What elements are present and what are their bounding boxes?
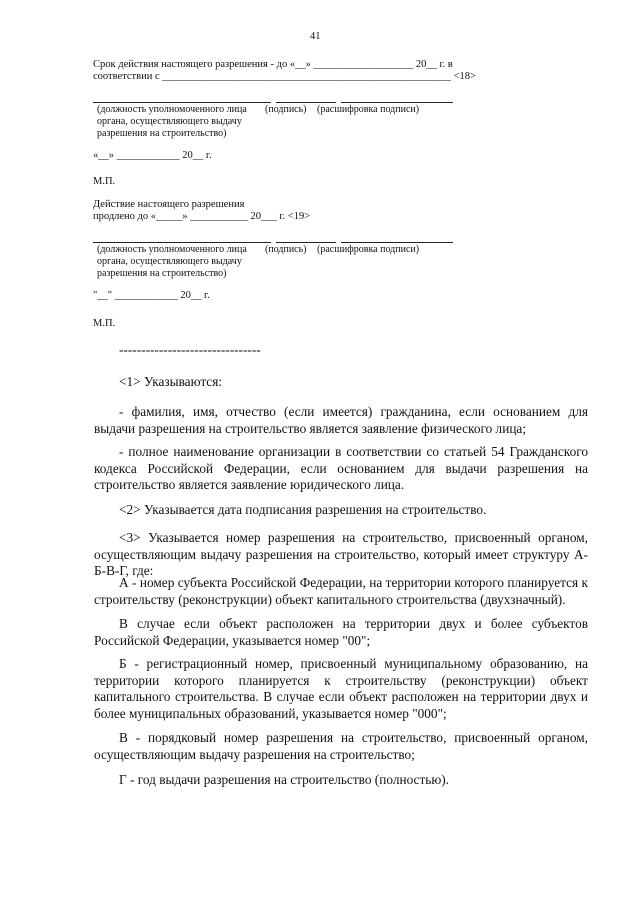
signature2-date-line: "__" ____________ 20__ г. [93,290,210,301]
signature2-position-caption-1: (должность уполномоченного лица [97,244,247,255]
footnote-3-item-a-note: В случае если объект расположен на территории двух и более субъектов Российской Федерации, указывается номер "00"; [94,616,588,648]
signature2-position-caption-3: разрешения на строительство) [97,268,227,279]
signature2-decoding-caption: (расшифровка подписи) [317,244,420,255]
signature1-position-caption-2: органа, осуществляющего выдачу [97,116,242,127]
extension-line-1: Действие настоящего разрешения [93,199,245,210]
footnote-1-item-a: - фамилия, имя, отчество (если имеется) гражданина, если основанием для выдачи разрешения на строительство является заявление физического лица; [94,404,588,436]
extension-line-2: продлено до «_____» ___________ 20___ г. <19> [93,211,311,222]
footnote-separator: -------------------------------- [119,342,261,357]
signature2-sign-caption: (подпись) [265,244,307,255]
footnote-1-title: <1> Указываются: [119,374,223,389]
signature1-position-line [93,102,271,103]
page-number: 41 [310,31,321,42]
footnote-3-item-a: А - номер субъекта Российской Федерации, на территории которого планируется к строительству (реконструкции) объект капитального строительства (двухзначный). [94,575,588,607]
footnote-3: <3> Указывается номер разрешения на строительство, присвоенный органом, осуществляющим выдачу разрешения на строительство, который имеет структуру А-Б-В-Г, где: [94,530,588,578]
signature2-position-line [93,242,271,243]
signature1-sign-caption: (подпись) [265,104,307,115]
footnote-3-item-v: В - порядковый номер разрешения на строительство, присвоенный органом, осуществляющим выдачу разрешения на строительство; [94,730,588,762]
signature1-position-caption-1: (должность уполномоченного лица [97,104,247,115]
signature2-stamp: М.П. [93,318,116,329]
signature2-position-caption-2: органа, осуществляющего выдачу [97,256,242,267]
signature1-position-caption-3: разрешения на строительство) [97,128,227,139]
footnote-2: <2> Указывается дата подписания разрешения на строительство. [119,502,487,517]
signature2-decoding-line [341,242,453,243]
signature1-decoding-caption: (расшифровка подписи) [317,104,420,115]
signature2-sign-line [276,242,336,243]
footnote-3-item-b: Б - регистрационный номер, присвоенный муниципальному образованию, на территории которого планируется к строительству (реконструкции) объект капитального строительства. В случае если объект расположен на территории двух и более муниципальных образований, указывается номер "000"; [94,656,588,721]
signature1-stamp: М.П. [93,176,116,187]
validity-line-2: соответствии с _______________________________________________________ <18> [93,71,476,82]
signature1-sign-line [276,102,336,103]
footnote-3-item-g: Г - год выдачи разрешения на строительство (полностью). [119,772,450,787]
signature1-date-line: «__» ____________ 20__ г. [93,150,212,161]
validity-line-1: Срок действия настоящего разрешения - до «__» ___________________ 20__ г. в [93,59,453,70]
signature1-decoding-line [341,102,453,103]
footnote-1-item-b: - полное наименование организации в соответствии со статьей 54 Гражданского кодекса Российской Федерации, если основанием для выдачи разрешения на строительство является заявление юридического лица. [94,444,588,492]
